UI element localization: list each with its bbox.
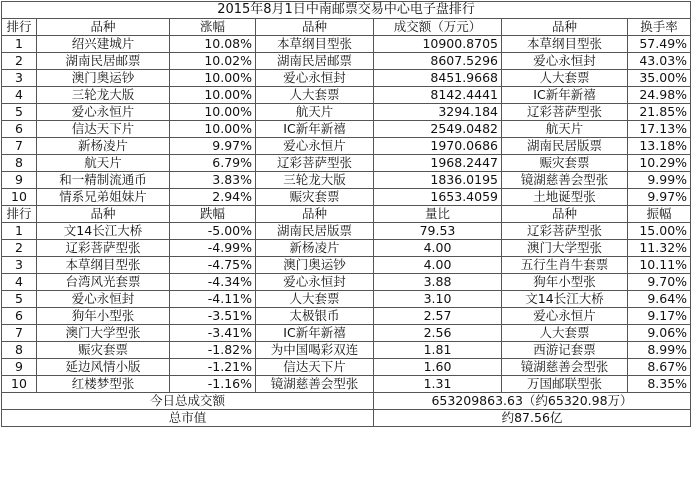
drop-value: -5.00% (170, 223, 256, 240)
gainer-name: 绍兴建城片 (37, 36, 170, 53)
loser-name: 爱心永恒封 (37, 291, 170, 308)
amplitude-name: 万国邮联型张 (502, 376, 628, 393)
rank-cell: 5 (2, 291, 37, 308)
rank-cell: 1 (2, 223, 37, 240)
table-row (2, 257, 691, 274)
rank-cell: 3 (2, 257, 37, 274)
table-row (2, 223, 691, 240)
turnover-rate-value: 13.18% (628, 138, 691, 155)
turnover-name: 辽彩菩萨型张 (256, 155, 374, 172)
rank-cell: 4 (2, 87, 37, 104)
loser-name: 红楼梦型张 (37, 376, 170, 393)
turnover-amount: 1836.0195 (374, 172, 502, 189)
amplitude-value: 15.00% (628, 223, 691, 240)
market-cap-label: 总市值 (2, 410, 374, 427)
amplitude-name: 文14长江大桥 (502, 291, 628, 308)
amplitude-name: 爱心永恒片 (502, 308, 628, 325)
gainer-name: 爱心永恒片 (37, 104, 170, 121)
column-header: 品种 (502, 206, 628, 223)
column-header: 品种 (502, 19, 628, 36)
volume-ratio-name: 湖南民居版票 (256, 223, 374, 240)
gain-value: 10.00% (170, 70, 256, 87)
drop-value: -3.41% (170, 325, 256, 342)
column-header: 涨幅 (170, 19, 256, 36)
rank-cell: 7 (2, 138, 37, 155)
gain-value: 10.08% (170, 36, 256, 53)
table-row (2, 121, 691, 138)
turnover-rate-value: 9.99% (628, 172, 691, 189)
volume-ratio-value: 4.00 (374, 257, 502, 274)
column-header: 成交额（万元） (374, 19, 502, 36)
volume-ratio-value: 2.56 (374, 325, 502, 342)
rank-cell: 10 (2, 376, 37, 393)
turnover-amount: 8142.4441 (374, 87, 502, 104)
turnover-rate-value: 21.85% (628, 104, 691, 121)
volume-ratio-name: 太极银币 (256, 308, 374, 325)
table-row (2, 359, 691, 376)
amplitude-value: 9.70% (628, 274, 691, 291)
rank-cell: 5 (2, 104, 37, 121)
rank-cell: 2 (2, 53, 37, 70)
rank-cell: 8 (2, 342, 37, 359)
rank-cell: 7 (2, 325, 37, 342)
volume-ratio-name: 澳门奥运钞 (256, 257, 374, 274)
table-row (2, 172, 691, 189)
volume-ratio-name: 信达天下片 (256, 359, 374, 376)
turnover-rate-value: 10.29% (628, 155, 691, 172)
amplitude-value: 8.99% (628, 342, 691, 359)
loser-name: 延边风情小版 (37, 359, 170, 376)
drop-value: -4.34% (170, 274, 256, 291)
turnover-rate-name: 辽彩菩萨型张 (502, 104, 628, 121)
turnover-amount: 8451.9668 (374, 70, 502, 87)
table-row (2, 53, 691, 70)
rank-cell: 6 (2, 121, 37, 138)
rank-cell: 1 (2, 36, 37, 53)
amplitude-name: 澳门大学型张 (502, 240, 628, 257)
turnover-name: 人大套票 (256, 87, 374, 104)
rank-cell: 8 (2, 155, 37, 172)
volume-ratio-name: 为中国喝彩双连 (256, 342, 374, 359)
rank-cell: 6 (2, 308, 37, 325)
turnover-name: 航天片 (256, 104, 374, 121)
loser-name: 文14长江大桥 (37, 223, 170, 240)
table-row (2, 36, 691, 53)
turnover-amount: 2549.0482 (374, 121, 502, 138)
table-row (2, 189, 691, 206)
turnover-rate-value: 17.13% (628, 121, 691, 138)
table-row (2, 138, 691, 155)
amplitude-name: 西游记套票 (502, 342, 628, 359)
rank-cell: 4 (2, 274, 37, 291)
amplitude-value: 10.11% (628, 257, 691, 274)
drop-value: -4.11% (170, 291, 256, 308)
turnover-amount: 3294.184 (374, 104, 502, 121)
turnover-rate-value: 9.97% (628, 189, 691, 206)
volume-ratio-value: 3.88 (374, 274, 502, 291)
volume-ratio-name: 人大套票 (256, 291, 374, 308)
gainer-name: 三轮龙大版 (37, 87, 170, 104)
volume-ratio-value: 1.81 (374, 342, 502, 359)
volume-ratio-value: 79.53 (374, 223, 502, 240)
turnover-amount: 8607.5296 (374, 53, 502, 70)
volume-ratio-name: 镜湖慈善会型张 (256, 376, 374, 393)
amplitude-name: 狗年小型张 (502, 274, 628, 291)
turnover-rate-name: 镜湖慈善会型张 (502, 172, 628, 189)
volume-ratio-value: 4.00 (374, 240, 502, 257)
volume-ratio-value: 3.10 (374, 291, 502, 308)
turnover-rate-value: 57.49% (628, 36, 691, 53)
column-header: 品种 (37, 206, 170, 223)
volume-ratio-value: 1.31 (374, 376, 502, 393)
rank-cell: 10 (2, 189, 37, 206)
loser-name: 本草纲目型张 (37, 257, 170, 274)
table-row (2, 308, 691, 325)
gainer-name: 航天片 (37, 155, 170, 172)
turnover-name: 爱心永恒片 (256, 138, 374, 155)
loser-name: 澳门大学型张 (37, 325, 170, 342)
loser-name: 辽彩菩萨型张 (37, 240, 170, 257)
drop-value: -1.82% (170, 342, 256, 359)
title-row (2, 2, 691, 19)
total-turnover-label: 今日总成交额 (2, 393, 374, 410)
table-row (2, 291, 691, 308)
turnover-name: 本草纲目型张 (256, 36, 374, 53)
gainer-name: 和一精制流通币 (37, 172, 170, 189)
column-header: 振幅 (628, 206, 691, 223)
drop-value: -1.16% (170, 376, 256, 393)
amplitude-name: 镜湖慈善会型张 (502, 359, 628, 376)
turnover-name: 三轮龙大版 (256, 172, 374, 189)
total-turnover-value: 653209863.63（约65320.98万） (374, 393, 691, 410)
ranking-table (1, 1, 691, 427)
market-cap-value: 约87.56亿 (374, 410, 691, 427)
turnover-rate-value: 35.00% (628, 70, 691, 87)
loser-name: 狗年小型张 (37, 308, 170, 325)
gain-value: 9.97% (170, 138, 256, 155)
amplitude-value: 11.32% (628, 240, 691, 257)
column-header: 跌幅 (170, 206, 256, 223)
turnover-rate-name: 航天片 (502, 121, 628, 138)
turnover-amount: 1653.4059 (374, 189, 502, 206)
turnover-rate-name: IC新年新禧 (502, 87, 628, 104)
table-title: 2015年8月1日中南邮票交易中心电子盘排行 (2, 2, 691, 19)
turnover-name: 湖南民居邮票 (256, 53, 374, 70)
volume-ratio-name: 新杨凌片 (256, 240, 374, 257)
market-cap-row (2, 410, 691, 427)
gain-value: 10.02% (170, 53, 256, 70)
volume-ratio-value: 2.57 (374, 308, 502, 325)
table-row (2, 376, 691, 393)
table-row (2, 274, 691, 291)
turnover-rate-name: 土地诞型张 (502, 189, 628, 206)
gain-value: 10.00% (170, 121, 256, 138)
column-header: 量比 (374, 206, 502, 223)
turnover-rate-name: 赈灾套票 (502, 155, 628, 172)
turnover-rate-name: 本草纲目型张 (502, 36, 628, 53)
drop-value: -1.21% (170, 359, 256, 376)
turnover-name: 赈灾套票 (256, 189, 374, 206)
gain-value: 10.00% (170, 104, 256, 121)
amplitude-value: 8.67% (628, 359, 691, 376)
drop-value: -4.99% (170, 240, 256, 257)
loser-name: 赈灾套票 (37, 342, 170, 359)
turnover-rate-name: 人大套票 (502, 70, 628, 87)
column-header: 排行 (2, 206, 37, 223)
gain-value: 6.79% (170, 155, 256, 172)
column-header: 换手率 (628, 19, 691, 36)
amplitude-name: 五行生肖牛套票 (502, 257, 628, 274)
table-row (2, 325, 691, 342)
column-header: 品种 (256, 19, 374, 36)
amplitude-value: 9.06% (628, 325, 691, 342)
total-turnover-row (2, 393, 691, 410)
amplitude-value: 9.64% (628, 291, 691, 308)
rank-cell: 9 (2, 359, 37, 376)
column-header: 品种 (37, 19, 170, 36)
gain-value: 10.00% (170, 87, 256, 104)
turnover-amount: 10900.8705 (374, 36, 502, 53)
turnover-name: IC新年新禧 (256, 121, 374, 138)
amplitude-name: 辽彩菩萨型张 (502, 223, 628, 240)
gainer-name: 新杨凌片 (37, 138, 170, 155)
table-row (2, 155, 691, 172)
volume-ratio-name: IC新年新禧 (256, 325, 374, 342)
gain-value: 2.94% (170, 189, 256, 206)
volume-ratio-value: 1.60 (374, 359, 502, 376)
gainer-name: 澳门奥运钞 (37, 70, 170, 87)
turnover-name: 爱心永恒封 (256, 70, 374, 87)
table-row (2, 104, 691, 121)
turnover-amount: 1970.0686 (374, 138, 502, 155)
loss-header-row (2, 206, 691, 223)
rank-cell: 9 (2, 172, 37, 189)
gainer-name: 湖南民居邮票 (37, 53, 170, 70)
turnover-rate-value: 24.98% (628, 87, 691, 104)
turnover-amount: 1968.2447 (374, 155, 502, 172)
column-header: 品种 (256, 206, 374, 223)
gain-value: 3.83% (170, 172, 256, 189)
turnover-rate-value: 43.03% (628, 53, 691, 70)
table-row (2, 70, 691, 87)
rank-cell: 2 (2, 240, 37, 257)
table-row (2, 87, 691, 104)
amplitude-name: 人大套票 (502, 325, 628, 342)
gainer-name: 情系兄弟姐妹片 (37, 189, 170, 206)
rank-cell: 3 (2, 70, 37, 87)
amplitude-value: 9.17% (628, 308, 691, 325)
gain-header-row (2, 19, 691, 36)
table-row (2, 240, 691, 257)
loser-name: 台湾风光套票 (37, 274, 170, 291)
gainer-name: 信达天下片 (37, 121, 170, 138)
table-row (2, 342, 691, 359)
turnover-rate-name: 爱心永恒封 (502, 53, 628, 70)
drop-value: -3.51% (170, 308, 256, 325)
turnover-rate-name: 湖南民居版票 (502, 138, 628, 155)
amplitude-value: 8.35% (628, 376, 691, 393)
drop-value: -4.75% (170, 257, 256, 274)
column-header: 排行 (2, 19, 37, 36)
volume-ratio-name: 爱心永恒封 (256, 274, 374, 291)
